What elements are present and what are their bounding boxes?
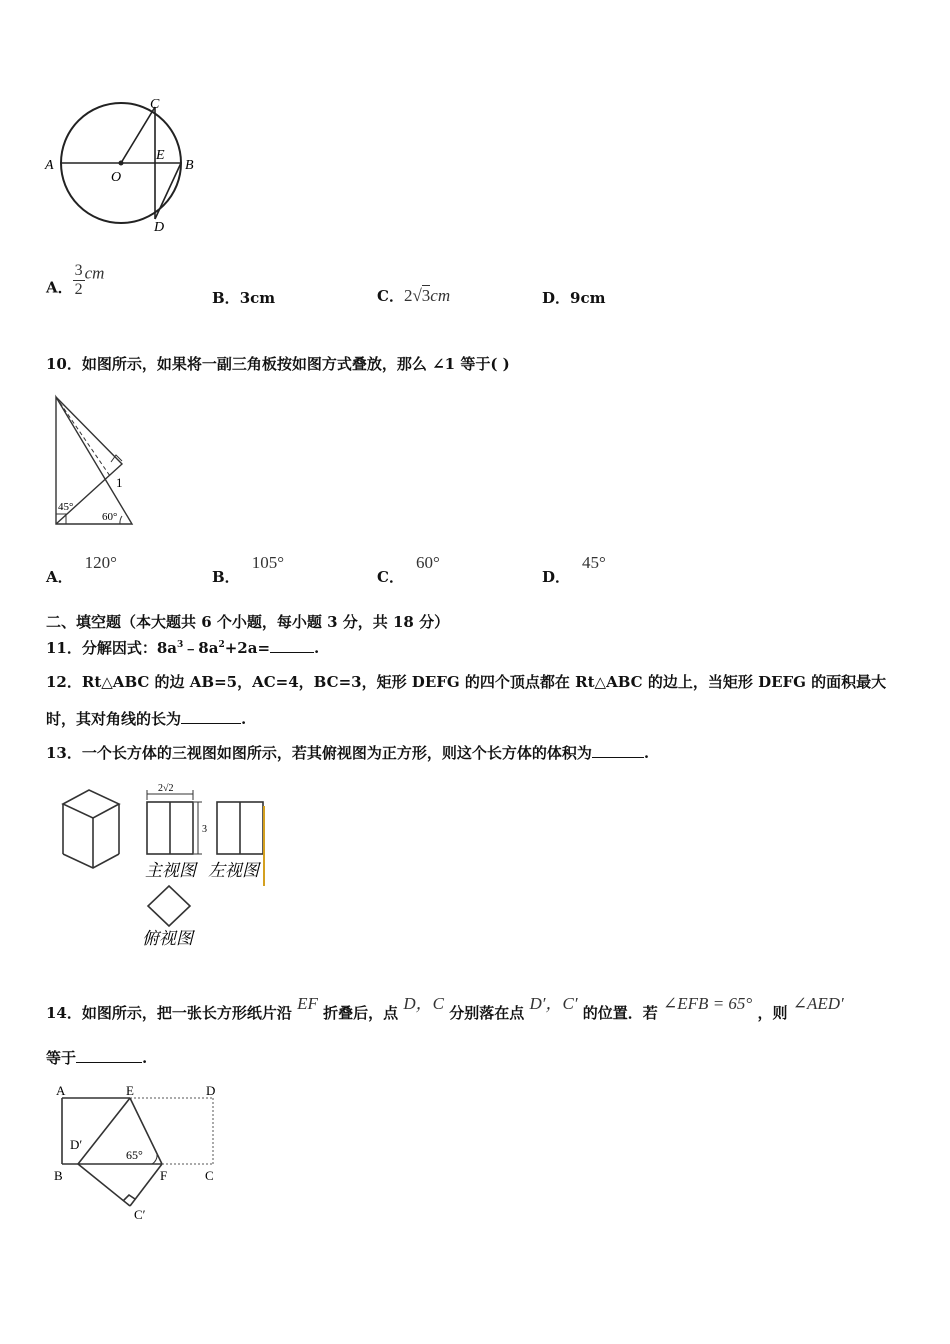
label-c: C — [150, 97, 160, 112]
label-top-view: 俯视图 — [142, 929, 193, 948]
q14-answer-blank[interactable] — [76, 1048, 142, 1063]
label-e: E — [126, 1083, 134, 1098]
q14-line1: 14．如图所示，把一张长方形纸片沿 EF 折叠后，点 D，C 分别落在点 D′，C′ 的位置．若 ∠EFB = 65° ，则 ∠AED′ — [46, 994, 844, 1022]
label-a: A — [56, 1083, 66, 1098]
fraction: $\frac{3}{2}$ — [74, 262, 83, 298]
q12-line2: 时，其对角线的长为 . — [46, 710, 247, 728]
q10-stem: 10．如图所示，如果将一副三角板按如图方式叠放，那么 ∠1 等于( ) — [46, 355, 510, 373]
label-a: A — [45, 158, 54, 173]
left-view — [217, 802, 263, 854]
q12-line1: 12．Rt△ABC 的边 AB=5，AC=4，BC=3，矩形 DEFG 的四个顶点都在 Rt△ABC 的边上，当矩形 DEFG 的面积最大 — [46, 673, 887, 691]
angle-arc — [120, 516, 122, 524]
q13-stem: 13．一个长方体的三视图如图所示，若其俯视图为正方形，则这个长方体的体积为 . — [46, 744, 650, 762]
q9-option-b[interactable]: B．3cm — [212, 289, 276, 307]
label-e: E — [156, 148, 165, 163]
cuboid-drawing — [63, 790, 119, 868]
q14-line2: 等于 . — [46, 1049, 148, 1067]
q11-answer-blank[interactable] — [270, 638, 314, 653]
q10-option-d[interactable]: D．45° — [542, 553, 606, 586]
label-left-view: 左视图 — [208, 861, 259, 880]
q10-option-a[interactable]: A．120° — [46, 553, 117, 586]
label-b: B — [185, 158, 194, 173]
q9-circle-figure — [40, 95, 210, 240]
angle-arc — [152, 1154, 157, 1164]
radius-oc — [121, 107, 155, 163]
label-c: C — [205, 1168, 214, 1183]
chord-db — [155, 163, 181, 219]
label-d: D — [206, 1083, 216, 1098]
label-height: 3 — [202, 824, 207, 835]
center-dot — [119, 161, 124, 166]
q12-answer-blank[interactable] — [181, 709, 241, 724]
q13-answer-blank[interactable] — [592, 743, 644, 758]
q9-option-d[interactable]: D．9cm — [542, 289, 606, 307]
label-o: O — [111, 170, 122, 185]
q10-triangle-figure — [48, 392, 143, 532]
label-width: 2√2 — [158, 783, 174, 794]
label-front-view: 主视图 — [145, 861, 196, 880]
dashed-line — [56, 397, 110, 476]
q13-three-views-figure — [55, 778, 280, 953]
folded-paper — [62, 1098, 162, 1206]
label-65: 65° — [126, 1148, 143, 1162]
label-angle-1: 1 — [116, 475, 123, 490]
label-d-prime: D′ — [70, 1137, 83, 1152]
q9-option-a[interactable]: A． $\frac{3}{2}$ cm — [46, 262, 105, 298]
q14-folding-figure — [50, 1078, 230, 1223]
label-45: 45° — [58, 501, 74, 513]
q11: 11．分解因式：$8a^3﹣8a^2+2a=$ . — [46, 639, 320, 657]
label-d: D — [154, 220, 165, 235]
option-letter: A． — [46, 278, 73, 297]
front-view — [147, 802, 193, 854]
q9-option-c[interactable]: C．2√3cm — [377, 286, 451, 305]
q10-option-c[interactable]: C．60° — [377, 553, 440, 586]
label-f: F — [160, 1168, 168, 1183]
label-c-prime: C′ — [134, 1207, 146, 1222]
top-view — [148, 886, 190, 926]
section-title: 二、填空题（本大题共 6 个小题，每小题 3 分，共 18 分） — [46, 613, 450, 631]
label-b: B — [54, 1168, 63, 1183]
q10-option-b[interactable]: B．105° — [212, 553, 284, 586]
label-60: 60° — [102, 511, 118, 523]
sqrt-sign: √ — [412, 286, 422, 305]
